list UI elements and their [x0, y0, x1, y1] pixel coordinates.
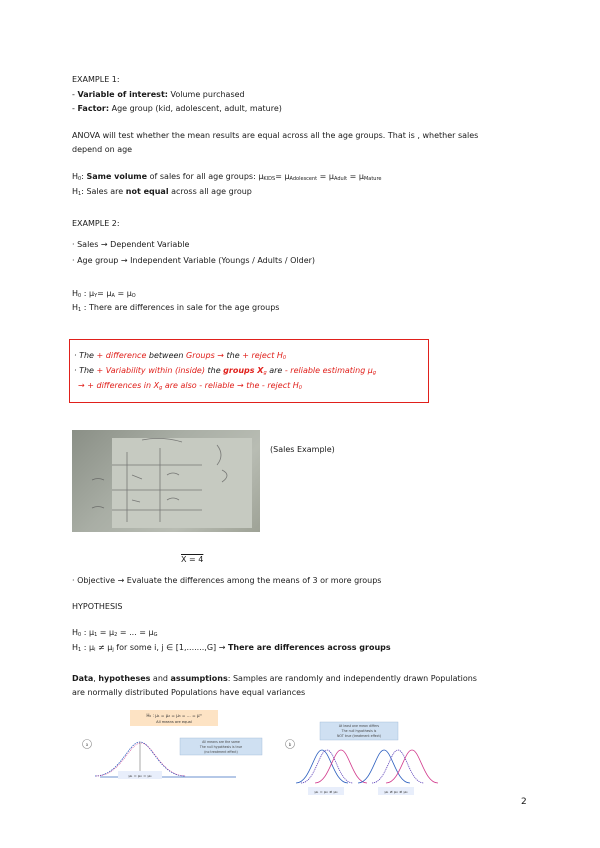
left-panel-letter: a — [85, 742, 89, 747]
hypothesis-title: HYPOTHESIS — [72, 602, 123, 611]
text-fragment: + reject H — [242, 351, 283, 360]
text-fragment: : Samples are randomly and independently drawn Populations — [227, 674, 477, 683]
objective-line: · Objective → Evaluate the differences among the means of 3 or more groups — [72, 576, 382, 585]
text-fragment: are also - reliable → the - reject H — [162, 381, 299, 390]
text-fragment: : — [81, 172, 87, 181]
text-fragment: Y — [94, 293, 98, 299]
text-fragment: 0 — [282, 355, 287, 361]
text-fragment: groups X — [223, 366, 264, 375]
page-number: 2 — [521, 797, 527, 807]
text-fragment: Mature — [363, 176, 382, 182]
text-fragment: , — [93, 674, 99, 683]
text-fragment: KIDS — [263, 176, 276, 182]
left-note-1: All means are the same — [202, 740, 240, 744]
text-fragment: 0 — [78, 632, 82, 638]
text-fragment: : μ — [81, 643, 95, 652]
text-fragment: : There are differences in sale for the age groups — [81, 303, 280, 312]
text-fragment: - reliable estimating μ — [284, 366, 373, 375]
text-fragment: · The — [74, 366, 97, 375]
right-curves-group-2 — [358, 750, 438, 783]
right-curves-group-1 — [296, 750, 367, 783]
text-fragment: O — [131, 293, 136, 299]
left-axis-label: μ₁ = μ₂ = μ₃ — [128, 773, 152, 778]
example1-title: EXAMPLE 1: — [72, 75, 120, 84]
left-note-3: (no treatment effect) — [204, 750, 238, 754]
right-axis-label-2: μ₁ ≠ μ₂ ≠ μ₃ — [384, 789, 408, 794]
text-fragment: H — [72, 628, 79, 637]
text-fragment: 1 — [94, 632, 98, 638]
text-fragment: + difference — [96, 351, 147, 360]
text-fragment: 0 — [298, 385, 302, 391]
text-fragment: = ... = μ — [117, 628, 154, 637]
text-fragment: not equal — [125, 187, 169, 196]
text-fragment: Volume purchased — [167, 90, 245, 99]
data-assumptions-line-2: are normally distributed Populations have equal variances — [72, 688, 306, 697]
text-fragment: = μ — [97, 628, 115, 637]
text-fragment: H — [72, 303, 79, 312]
text-fragment: hypotheses — [98, 674, 151, 683]
text-fragment: Data — [72, 674, 94, 683]
text-fragment: and — [150, 674, 171, 683]
text-fragment: + Variability within (inside) — [96, 366, 205, 375]
anova-line-2: depend on age — [72, 145, 133, 154]
text-fragment: = μ — [114, 289, 132, 298]
text-fragment: 1 — [78, 191, 82, 197]
text-fragment: = μ — [347, 172, 364, 181]
text-fragment: : μ — [81, 628, 95, 637]
text-fragment: = μ — [275, 172, 290, 181]
text-fragment: Variable of interest: — [77, 90, 168, 99]
text-fragment: for some i, j ∈ [1,.......,G] → — [113, 643, 228, 652]
text-fragment: 1 — [78, 647, 82, 653]
text-fragment: G — [153, 632, 158, 638]
variable-of-interest-line: - Variable of interest: Volume purchased — [72, 90, 245, 99]
text-fragment: H — [72, 289, 79, 298]
text-fragment: ≠ μ — [95, 643, 113, 652]
factor-line: - Factor: Age group (kid, adolescent, adult, mature) — [72, 104, 282, 113]
text-fragment: There are differences across groups — [227, 643, 391, 652]
text-fragment: 1 — [78, 307, 82, 313]
text-fragment: are — [266, 366, 285, 375]
text-fragment: X = 4 — [181, 555, 204, 564]
text-fragment: of sales for all age groups: μ — [147, 172, 264, 181]
text-fragment: → + differences in X — [78, 381, 160, 390]
text-fragment: = μ — [317, 172, 335, 181]
text-fragment: : μ — [81, 289, 95, 298]
right-note-3: NOT true (treatment effect) — [336, 734, 382, 738]
text-fragment: = μ — [97, 289, 112, 298]
example2-agegroup-line: · Age group → Independent Variable (Youngs / Adults / Older) — [72, 256, 316, 265]
diagram-top-label-2: All means are equal — [156, 720, 192, 724]
text-fragment: : Sales are — [81, 187, 126, 196]
example2-sales-line: · Sales → Dependent Variable — [72, 240, 190, 249]
left-note-2: The null hypothesis is true — [199, 745, 243, 749]
right-note-2: The null hypothesis is — [341, 729, 377, 733]
text-fragment: H — [72, 643, 79, 652]
text-fragment: Adolescent — [289, 176, 318, 182]
text-fragment: 0 — [78, 293, 82, 299]
text-fragment: A — [111, 293, 115, 299]
sales-example-caption: (Sales Example) — [270, 445, 335, 454]
text-fragment: 2 — [114, 632, 118, 638]
right-note-1: At least one mean differs — [338, 724, 380, 728]
text-fragment: g — [159, 385, 163, 391]
example2-title: EXAMPLE 2: — [72, 219, 120, 228]
text-fragment: 0 — [78, 176, 82, 182]
right-panel-letter: b — [288, 742, 292, 747]
text-fragment: Adult — [334, 176, 348, 182]
text-fragment: H — [72, 187, 79, 196]
text-fragment: assumptions — [170, 674, 228, 683]
text-fragment: g — [263, 370, 267, 376]
text-fragment: · The — [74, 351, 97, 360]
text-fragment: Same volume — [86, 172, 148, 181]
right-axis-label-1: μ₁ = μ₂ ≠ μ₃ — [314, 789, 338, 794]
text-fragment: the — [204, 366, 224, 375]
text-fragment: Groups → — [186, 351, 227, 360]
anova-line-1: ANOVA will test whether the mean results are equal across all the age groups. That is , whether sales — [72, 131, 479, 140]
text-fragment: j — [112, 647, 114, 653]
text-fragment: Age group (kid, adolescent, adult, mature) — [109, 104, 282, 113]
text-fragment: H — [72, 172, 79, 181]
text-fragment: Factor: — [77, 104, 110, 113]
text-fragment: i — [94, 647, 96, 653]
text-fragment: g — [372, 370, 377, 376]
text-fragment: across all age group — [168, 187, 252, 196]
diagram-top-label: H₀ : μ₁ = μ₂ = μ₃ = ... = μᴳ — [146, 713, 202, 718]
text-fragment: the — [226, 351, 243, 360]
text-fragment: between — [146, 351, 187, 360]
